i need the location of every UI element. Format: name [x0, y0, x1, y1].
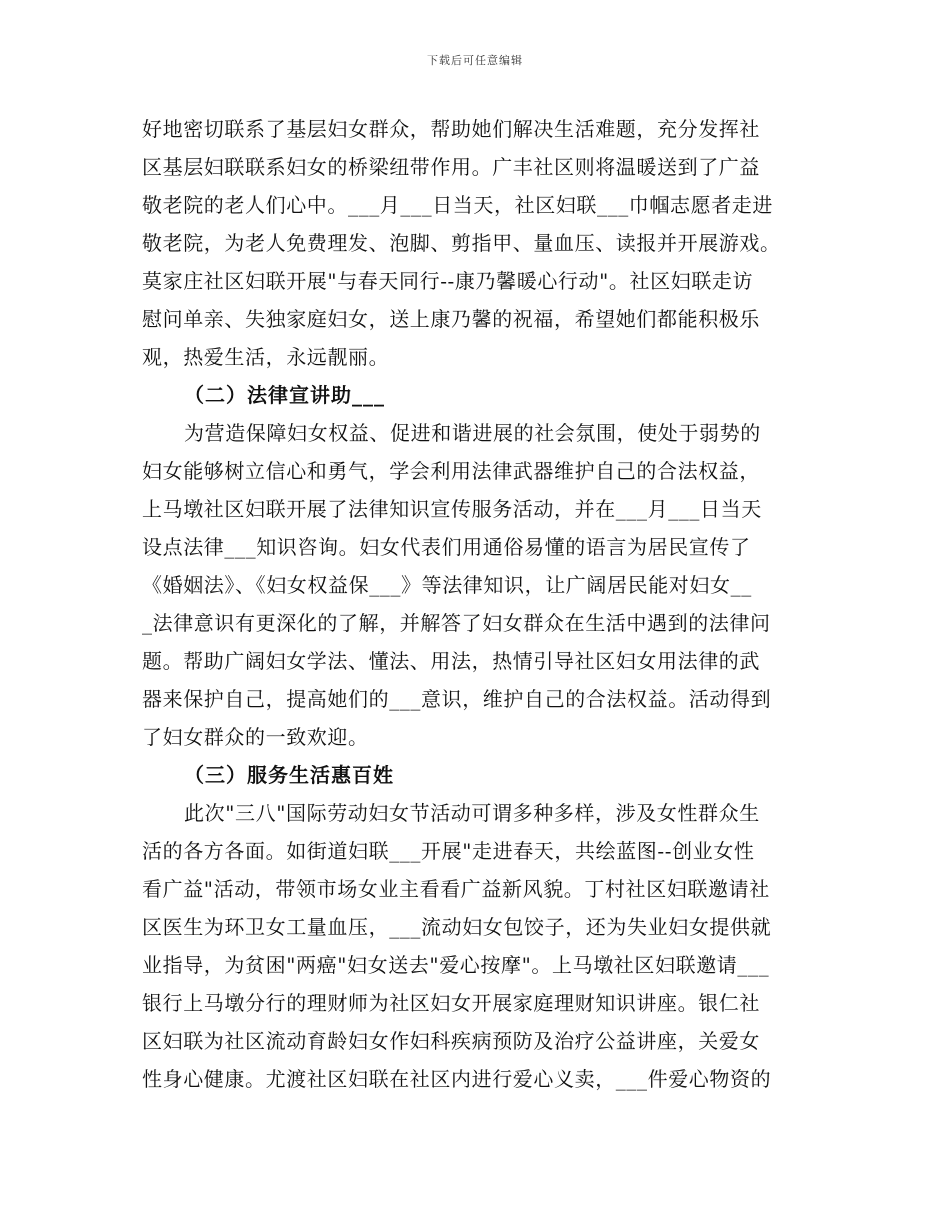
text-line: 莫家庄社区妇联开展"与春天同行--康乃馨暖心行动"。社区妇联走访	[142, 269, 754, 293]
text-line: 设点法律___知识咨询。妇女代表们用通俗易懂的语言为居民宣传了	[142, 535, 751, 559]
text-line: 活的各方各面。如街道妇联___开展"走进春天，共绘蓝图--创业女性	[142, 839, 755, 863]
text-line: 《婚姻法》、《妇女权益保___》等法律知识，让广阔居民能对妇女__	[142, 573, 752, 597]
section-heading: （二）法律宣讲助___	[184, 383, 385, 407]
text-line: 银行上马墩分行的理财师为社区妇女开展家庭理财知识讲座。银仁社	[142, 991, 760, 1015]
text-line: 题。帮助广阔妇女学法、懂法、用法，热情引导社区妇女用法律的武	[142, 649, 760, 673]
text-line: 器来保护自己，提高她们的___意识，维护自己的合法权益。活动得到	[142, 687, 772, 711]
text-line: 上马墩社区妇联开展了法律知识宣传服务活动，并在___月___日当天	[142, 497, 762, 521]
text-line: 区医生为环卫女工量血压，___流动妇女包饺子，还为失业妇女提供就	[142, 915, 772, 939]
text-line: 看广益"活动，带领市场女业主看看广益新风貌。丁村社区妇联邀请社	[142, 877, 770, 901]
page-header: 下载后可任意编辑	[427, 54, 523, 67]
paragraph-first-line: 为营造保障妇女权益、促进和谐进展的社会氛围，使处于弱势的	[184, 421, 761, 445]
text-line: 业指导，为贫困"两癌"妇女送去"爱心按摩"。上马墩社区妇联邀请___	[142, 953, 770, 977]
text-line: _法律意识有更深化的了解，并解答了妇女群众在生活中遇到的法律问	[142, 611, 771, 635]
text-line: 区妇联为社区流动育龄妇女作妇科疾病预防及治疗公益讲座，关爱女	[142, 1029, 760, 1053]
text-line: 敬老院，为老人免费理发、泡脚、剪指甲、量血压、读报并开展游戏。	[142, 231, 781, 255]
text-line: 敬老院的老人们心中。___月___日当天，社区妇联___巾帼志愿者走进	[142, 193, 773, 217]
section-heading: （三）服务生活惠百姓	[184, 763, 394, 787]
text-line: 性身心健康。尤渡社区妇联在社区内进行爱心义卖，___件爱心物资的	[142, 1067, 772, 1091]
document-body	[142, 110, 822, 1098]
text-line: 慰问单亲、失独家庭妇女，送上康乃馨的祝福，希望她们都能积极乐	[142, 307, 760, 331]
text-line: 好地密切联系了基层妇女群众，帮助她们解决生活难题，充分发挥社	[142, 117, 760, 141]
text-line: 了妇女群众的一致欢迎。	[142, 725, 369, 749]
text-line: 观，热爱生活，永远靓丽。	[142, 345, 390, 369]
text-line: 妇女能够树立信心和勇气，学会利用法律武器维护自己的合法权益，	[142, 459, 760, 483]
paragraph-first-line: 此次"三八"国际劳动妇女节活动可谓多种多样，涉及女性群众生	[184, 801, 760, 825]
text-line: 区基层妇联联系妇女的桥梁纽带作用。广丰社区则将温暖送到了广益	[142, 155, 760, 179]
